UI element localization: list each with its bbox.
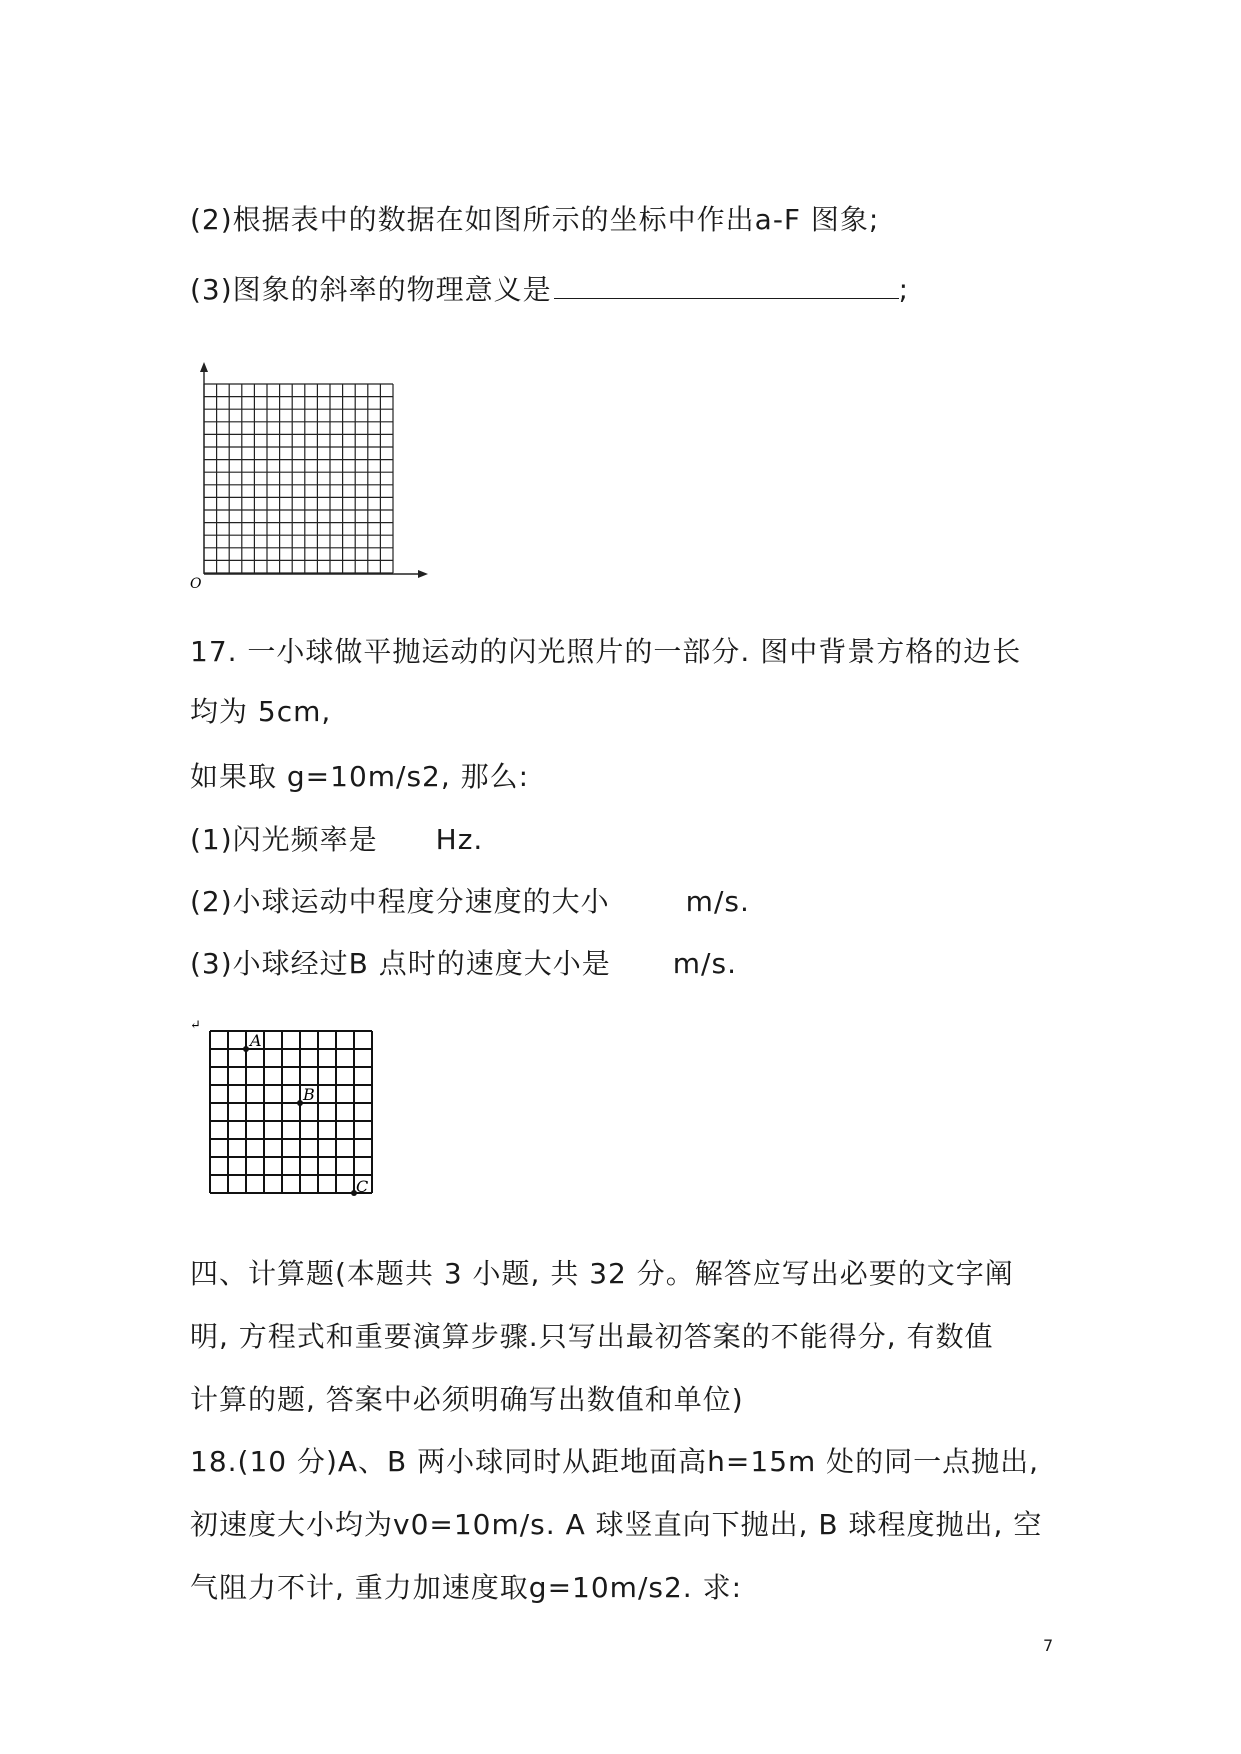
q17-part2-unit: m/s. [685,885,750,918]
q16-part3-answer-blank[interactable] [554,276,899,299]
q17-line3: 如果取 g=10m/s2, 那么: [190,760,530,793]
page-number: 7 [1043,1636,1054,1655]
q17-part3-unit: m/s. [672,947,737,980]
q18-line2: 初速度大小均为v0=10m/s. A 球竖直向下抛出, B 球程度抛出, 空 [190,1508,1043,1541]
q17-part1 [190,818,483,858]
return-mark: ↵ [190,1018,201,1033]
q17-line2: 均为 5cm, [190,695,332,728]
section4-line2: 明, 方程式和重要演算步骤.只写出最初答案的不能得分, 有数值 [190,1320,994,1353]
q17-part2 [190,880,750,920]
point-b-label: B [303,1085,315,1104]
section4-line3: 计算的题, 答案中必须明确写出数值和单位) [190,1383,744,1416]
graph-origin-label: O [190,576,202,590]
q17-part2-label: (2)小球运动中程度分速度的大小 [190,885,610,918]
q16-part3 [190,268,909,308]
q17-part3 [190,942,737,982]
flash-photo-grid [190,1015,400,1215]
q16-part2: (2)根据表中的数据在如图所示的坐标中作出a-F 图象; [190,203,880,236]
q18-line1: 18.(10 分)A、B 两小球同时从距地面高h=15m 处的同一点抛出, [190,1445,1040,1478]
q17-part1-label: (1)闪光频率是 [190,823,378,856]
q17-line1: 17. 一小球做平抛运动的闪光照片的一部分. 图中背景方格的边长 [190,635,1022,668]
point-a-marker [243,1046,249,1052]
af-graph-grid [190,360,430,590]
section4-line1: 四、计算题(本题共 3 小题, 共 32 分。解答应写出必要的文字阐 [190,1257,1014,1290]
point-a-label: A [250,1031,262,1050]
point-c-label: C [356,1177,369,1196]
q18-line3: 气阻力不计, 重力加速度取g=10m/s2. 求: [190,1571,743,1604]
q16-part3-suffix: ; [898,273,910,306]
q16-part3-label: (3)图象的斜率的物理意义是 [190,273,552,306]
q17-part3-label: (3)小球经过B 点时的速度大小是 [190,947,611,980]
q17-part1-unit: Hz. [435,823,484,856]
